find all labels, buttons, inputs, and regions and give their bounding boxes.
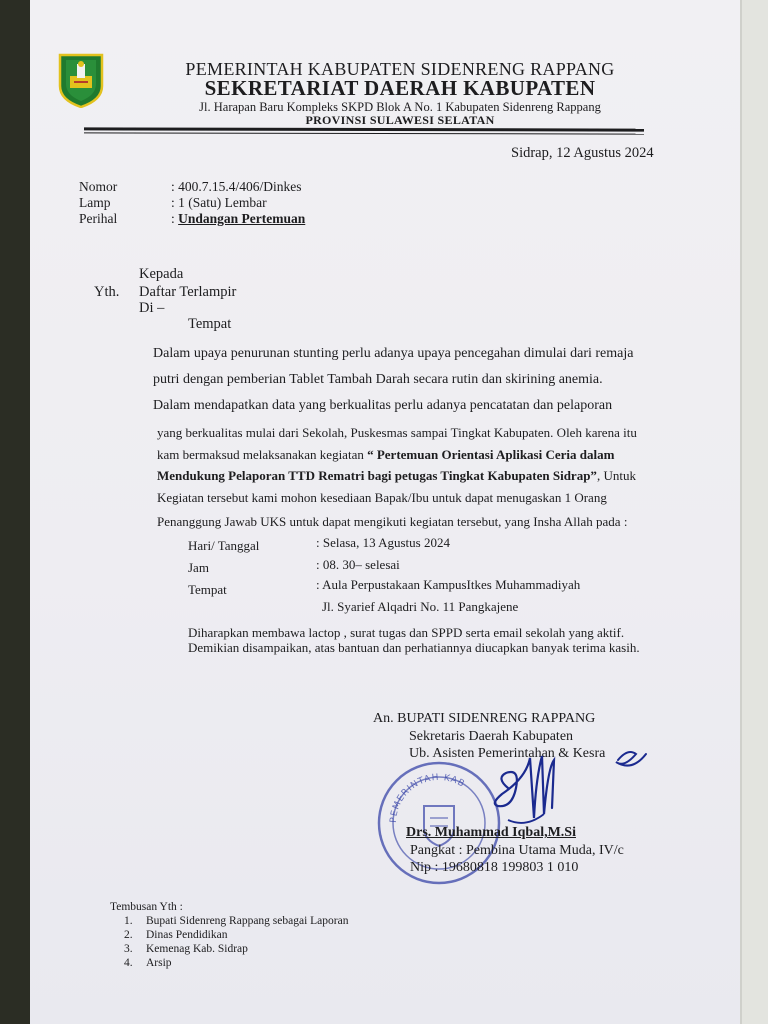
body-line-6 (157, 468, 636, 484)
signatory-name: Drs. Muhammad Iqbal,M.Si (406, 825, 576, 840)
letterhead-address: Jl. Harapan Baru Kompleks SKPD Blok A No. 1 Kabupaten Sidenreng Rappang (199, 100, 601, 114)
tembusan-title: Tembusan Yth : (110, 901, 183, 913)
body-line-4: yang berkualitas mulai dari Sekolah, Puskesmas sampai Tingkat Kabupaten. Oleh karena itu (157, 425, 637, 440)
signatory-rank: Pangkat : Pembina Utama Muda, IV/c (410, 843, 624, 858)
page-edge (740, 0, 768, 1024)
event-title-part-2: Mendukung Pelaporan TTD Rematri bagi petugas Tingkat Kabupaten Sidrap” (157, 468, 597, 483)
letterhead-secretariat: SEKRETARIAT DAERAH KABUPATEN (204, 76, 596, 100)
tembusan-no-2: 2. (124, 929, 133, 941)
tembusan-item-3: Kemenag Kab. Sidrap (146, 943, 248, 955)
body-line-5-text: kam bermaksud melaksanakan kegiatan (157, 447, 368, 462)
body-line-2: putri dengan pemberian Tablet Tambah Darah secara rutin dan skirining anemia. (153, 372, 603, 387)
di-text: Di – (139, 300, 165, 316)
body-line-5 (157, 447, 614, 463)
tembusan-item-4: Arsip (146, 957, 172, 969)
svg-text:PEMERINTAH KAB: PEMERINTAH KAB (388, 772, 467, 824)
hari-label: Hari/ Tanggal (188, 538, 260, 553)
jam-value: : 08. 30– selesai (316, 557, 400, 572)
tembusan-item-1: Bupati Sidenreng Rappang sebagai Laporan (146, 915, 349, 927)
tembusan-no-3: 3. (124, 943, 133, 955)
body-line-6-text: , Untuk (596, 468, 636, 483)
nomor-label: Nomor (79, 179, 118, 194)
letterhead-province: PROVINSI SULAWESI SELATAN (305, 113, 495, 127)
tembusan-no-4: 4. (124, 957, 133, 969)
body-line-1: Dalam upaya penurunan stunting perlu adanya upaya pencegahan dimulai dari remaja (153, 346, 634, 361)
tembusan-item-2: Dinas Pendidikan (146, 929, 228, 941)
event-title-part-1: “ Pertemuan Orientasi Aplikasi Ceria dalam (367, 447, 615, 462)
recipient-list: Daftar Terlampir (139, 284, 237, 300)
signature-position: Sekretaris Daerah Kabupaten (409, 729, 574, 744)
closing-line-1: Diharapkan membawa lactop , surat tugas dan SPPD serta email sekolah yang aktif. (188, 625, 625, 640)
hari-value: : Selasa, 13 Agustus 2024 (316, 535, 450, 550)
signature-on-behalf: An. BUPATI SIDENRENG RAPPANG (373, 711, 596, 726)
tempat-label: Tempat (188, 582, 227, 597)
signature-assistant: Ub. Asisten Pemerintahan & Kesra (409, 746, 606, 761)
regency-crest-icon (56, 52, 106, 108)
letter-date: Sidrap, 12 Agustus 2024 (511, 145, 654, 161)
kepada-text: Kepada (139, 266, 184, 282)
tempat-text: Tempat (188, 316, 232, 332)
lamp-label: Lamp (79, 195, 111, 210)
tempat-value-2: Jl. Syarief Alqadri No. 11 Pangkajene (322, 599, 519, 614)
body-line-3: Dalam mendapatkan data yang berkualitas perlu adanya pencatatan dan pelaporan (153, 398, 613, 413)
letterhead-government: PEMERINTAH KABUPATEN SIDENRENG RAPPANG (185, 59, 615, 79)
closing-line-2: Demikian disampaikan, atas bantuan dan perhatiannya diucapkan banyak terima kasih. (188, 640, 640, 655)
perihal-label: Perihal (79, 211, 118, 226)
yth-text: Yth. (94, 284, 120, 300)
tempat-value-1: : Aula Perpustakaan KampusItkes Muhammadiyah (316, 577, 581, 592)
body-line-7: Kegiatan tersebut kami mohon kesediaan Bapak/Ibu untuk dapat menugaskan 1 Orang (157, 490, 607, 505)
body-line-8: Penanggung Jawab UKS untuk dapat mengikuti kegiatan tersebut, yang Insha Allah pada : (157, 514, 628, 529)
tembusan-no-1: 1. (124, 915, 133, 927)
perihal-colon: : (171, 211, 179, 226)
lamp-value: : 1 (Satu) Lembar (171, 195, 267, 210)
signatory-nip: Nip : 19680818 199803 1 010 (410, 860, 579, 875)
nomor-value: : 400.7.15.4/406/Dinkes (171, 179, 302, 194)
jam-label: Jam (188, 560, 209, 575)
perihal-row (171, 211, 305, 227)
perihal-value: Undangan Pertemuan (178, 211, 306, 226)
